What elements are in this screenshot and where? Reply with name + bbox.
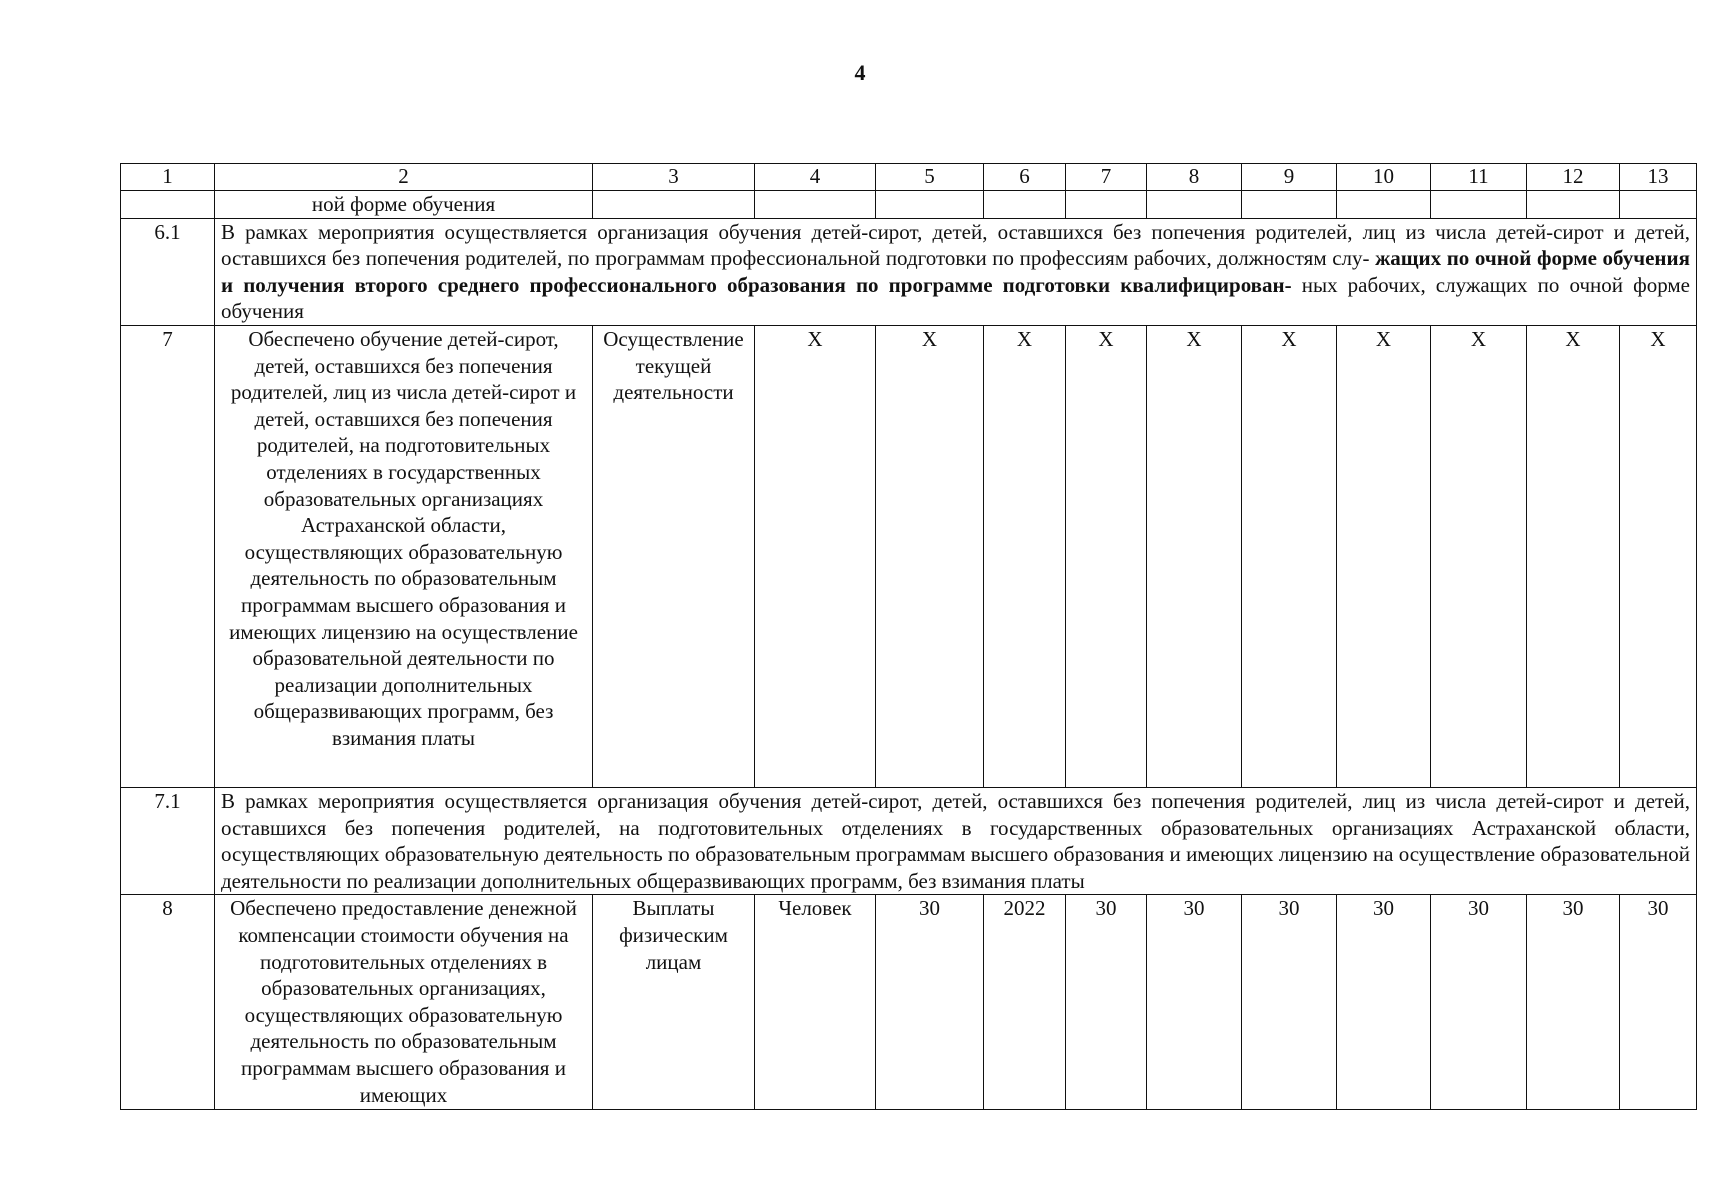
row-number: 8 — [121, 895, 215, 1110]
table-row-7 — [121, 325, 1697, 787]
column-number: 6 — [984, 164, 1066, 191]
row-type: Осуществление текущей деятельности — [593, 325, 755, 787]
value-cell: 30 — [1527, 895, 1620, 1110]
column-number: 2 — [215, 164, 593, 191]
table-cell — [984, 191, 1066, 219]
page-number: 4 — [854, 60, 866, 85]
value-cell: X — [1242, 325, 1337, 787]
program-table — [120, 163, 1697, 1110]
column-number: 9 — [1242, 164, 1337, 191]
value-cell: X — [984, 325, 1066, 787]
table-cell — [1337, 191, 1431, 219]
column-number: 13 — [1620, 164, 1697, 191]
continuation-text: ной форме обучения — [215, 191, 593, 219]
value-cell: X — [1147, 325, 1242, 787]
note-text-end: ных рабочих, служащих по очной форме обучения — [221, 272, 1690, 324]
column-number: 12 — [1527, 164, 1620, 191]
table-cell — [1431, 191, 1527, 219]
column-number: 5 — [876, 164, 984, 191]
value-cell: 30 — [1066, 895, 1147, 1110]
row-type: Выплаты физическим лицам — [593, 895, 755, 1110]
continuation-row — [121, 191, 1697, 219]
row-description: Обеспечено обучение детей-сирот, детей, оставшихся без попечения родителей, лиц из числа детей-сирот и детей, оставшихся без попечения родителей, на подготовительных отделениях в государственных образовательных организациях Астраханской области, осуществляющих образовательную деятельность по образовательным программам высшего образования и имеющих лицензию на осуществление образовательной деятельности по реализации дополнительных общеразвивающих программ, без взимания платы — [215, 325, 593, 787]
row-note — [215, 218, 1697, 325]
column-number: 1 — [121, 164, 215, 191]
column-number: 4 — [755, 164, 876, 191]
table-cell — [1066, 191, 1147, 219]
value-cell: 30 — [1147, 895, 1242, 1110]
value-cell: X — [1431, 325, 1527, 787]
value-cell: 30 — [1337, 895, 1431, 1110]
row-note: В рамках мероприятия осуществляется организация обучения детей-сирот, детей, оставшихся без попечения родителей, лиц из числа детей-сирот и детей, оставшихся без попечения родителей, на подготовительных отделениях в государственных образовательных организациях Астраханской области, осуществляющих образовательную деятельность по образовательным программам высшего образования и имеющих лицензию на осуществление образовательной деятельности по реализации дополнительных общеразвивающих программ, без взимания платы — [215, 787, 1697, 894]
note-text: В рамках мероприятия осуществляется организация обучения детей-сирот, детей, оставшихся без попечения родителей, лиц из числа детей-сирот и детей, оставшихся без попечения родителей, по программам профессиональной подготовки по профессиям рабочих, должностям слу- — [221, 219, 1690, 271]
value-cell: X — [1620, 325, 1697, 787]
value-cell: 30 — [1242, 895, 1337, 1110]
column-number-row — [121, 164, 1697, 191]
column-number: 7 — [1066, 164, 1147, 191]
row-description: Обеспечено предоставление денежной компенсации стоимости обучения на подготовительных отделениях в образовательных организациях, осуществляющих образовательную деятельность по образовательным программам высшего образования и имеющих — [215, 895, 593, 1110]
value-cell: 30 — [1620, 895, 1697, 1110]
row-number: 7.1 — [121, 787, 215, 894]
table-cell — [1620, 191, 1697, 219]
value-cell: X — [755, 325, 876, 787]
column-number: 3 — [593, 164, 755, 191]
table-row-8 — [121, 895, 1697, 1110]
table-row-6-1 — [121, 218, 1697, 325]
value-cell: 30 — [1431, 895, 1527, 1110]
table-cell — [593, 191, 755, 219]
column-number: 10 — [1337, 164, 1431, 191]
table-cell — [1527, 191, 1620, 219]
value-cell: 2022 — [984, 895, 1066, 1110]
row-number: 6.1 — [121, 218, 215, 325]
note-text-bold: жащих по очной форме обучения и получения второго среднего профессионального образования по программе подготовки квалифицирован- — [221, 246, 1690, 297]
table-row-7-1 — [121, 787, 1697, 894]
table-cell — [121, 191, 215, 219]
column-number: 8 — [1147, 164, 1242, 191]
value-cell: X — [876, 325, 984, 787]
value-cell: X — [1066, 325, 1147, 787]
value-cell: X — [1337, 325, 1431, 787]
value-cell: 30 — [876, 895, 984, 1110]
column-number: 11 — [1431, 164, 1527, 191]
value-cell: X — [1527, 325, 1620, 787]
table-cell — [876, 191, 984, 219]
table-cell — [755, 191, 876, 219]
unit-cell: Человек — [755, 895, 876, 1110]
table-cell — [1147, 191, 1242, 219]
table-cell — [1242, 191, 1337, 219]
row-number: 7 — [121, 325, 215, 787]
